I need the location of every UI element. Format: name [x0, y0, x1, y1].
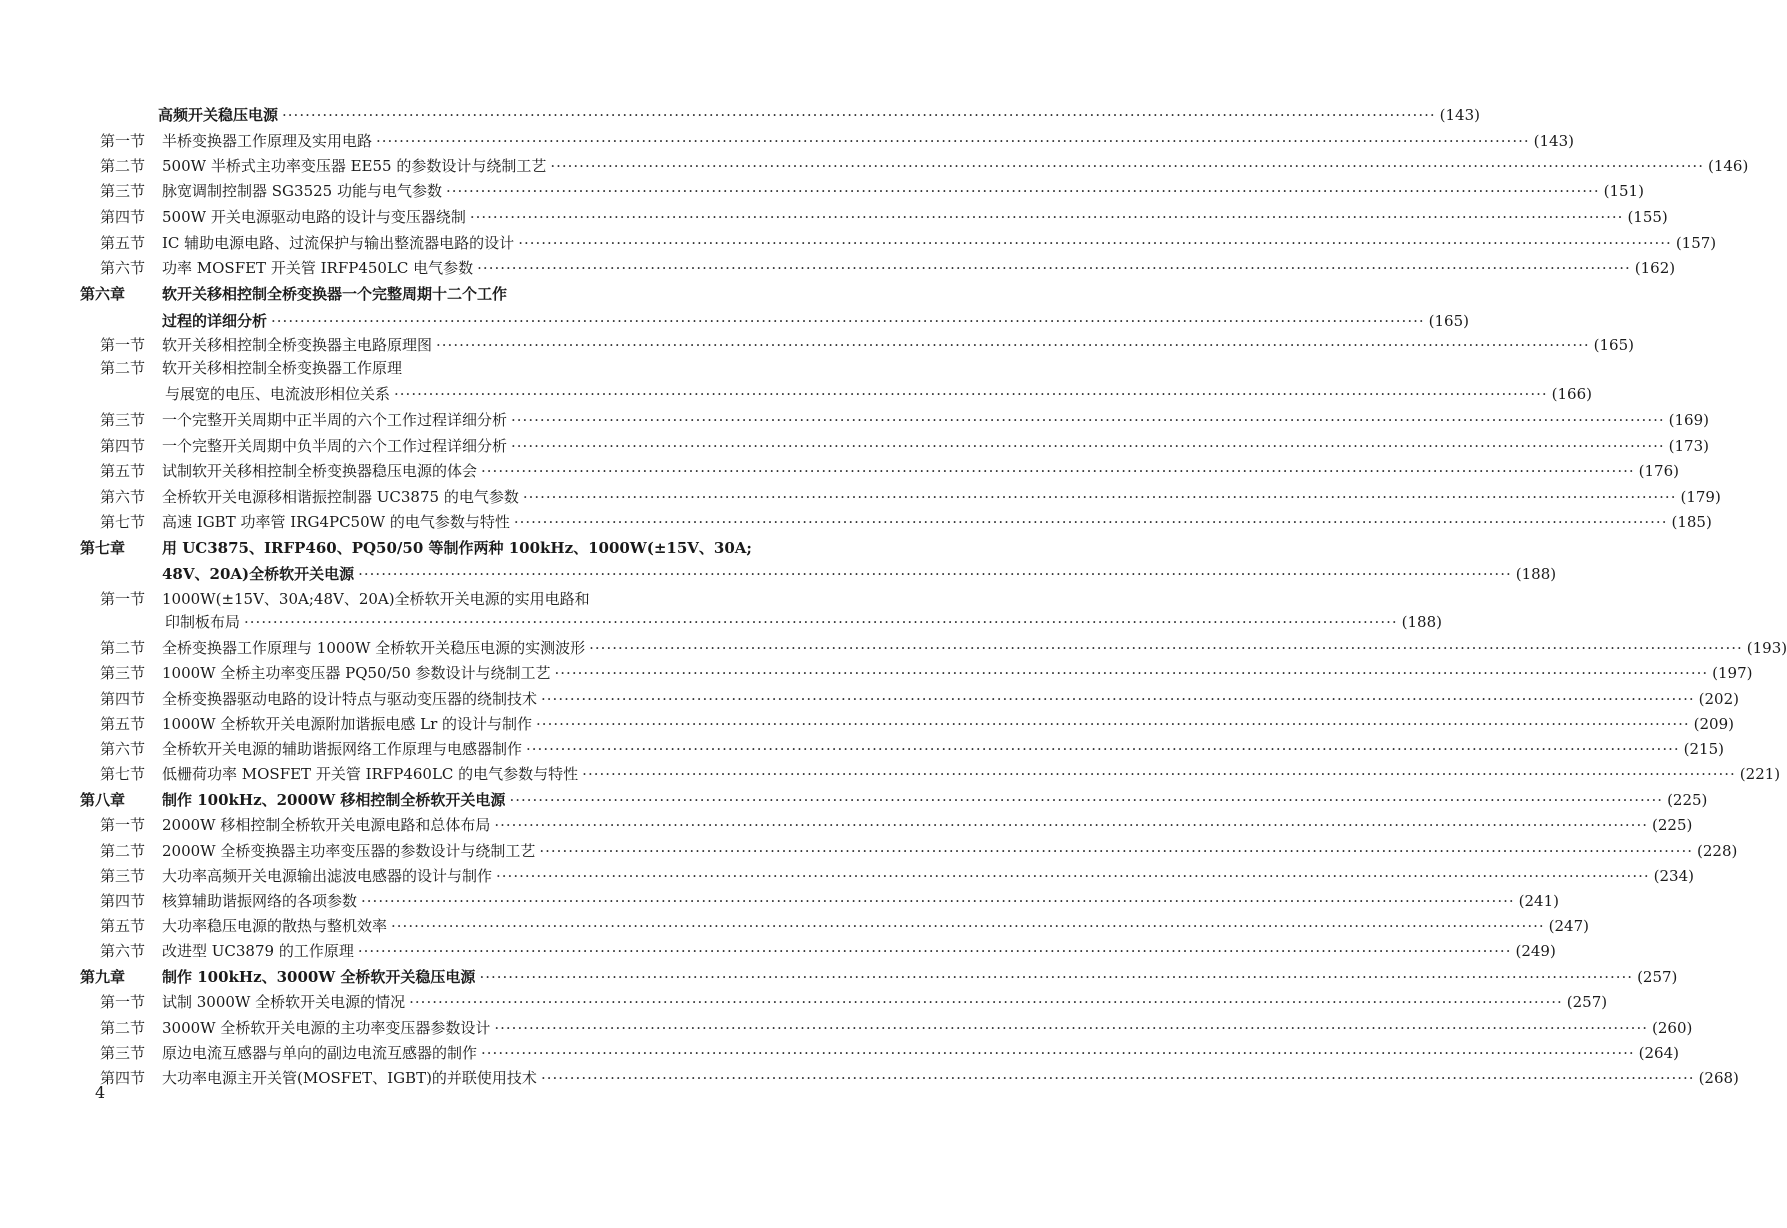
- entry-title: 制作 100kHz、3000W 全桥软开关稳压电源: [162, 968, 476, 986]
- section-number: 第二节: [100, 1019, 146, 1037]
- toc-entry[interactable]: [100, 638, 1787, 658]
- dot-leader: ········································································································································································································: [477, 259, 1631, 277]
- section-number: 第六节: [100, 488, 146, 506]
- entry-title: 过程的详细分析: [162, 312, 268, 330]
- entry-page-number: (173): [1668, 437, 1709, 455]
- toc-entry[interactable]: [100, 156, 1749, 176]
- entry-page-number: (193): [1746, 639, 1787, 657]
- entry-title: 全桥软开关电源移相谐振控制器 UC3875 的电气参数: [162, 488, 519, 506]
- entry-title: 原边电流互感器与单向的副边电流互感器的制作: [162, 1044, 478, 1062]
- dot-leader: ········································································································································································································: [494, 1019, 1648, 1037]
- dot-leader: ········································································································································································································: [357, 942, 1512, 960]
- toc-entry[interactable]: [100, 841, 1738, 861]
- toc-entry[interactable]: [100, 258, 1676, 278]
- dot-leader: ········································································································································································································: [282, 106, 1436, 124]
- chapter-number: 第九章: [80, 968, 126, 986]
- chapter-number: 第八章: [80, 791, 126, 809]
- toc-entry[interactable]: [100, 512, 1712, 532]
- section-number: 第一节: [100, 336, 146, 354]
- toc-entry[interactable]: [100, 335, 1634, 355]
- toc-entry[interactable]: [100, 358, 748, 378]
- toc-entry[interactable]: [100, 663, 1753, 683]
- dot-leader: ········································································································································································································: [376, 132, 1530, 150]
- section-number: 第一节: [100, 993, 146, 1011]
- entry-title: 3000W 全桥软开关电源的主功率变压器参数设计: [162, 1019, 491, 1037]
- entry-title: 1000W 全桥主功率变压器 PQ50/50 参数设计与绕制工艺: [162, 664, 551, 682]
- entry-page-number: (165): [1428, 312, 1469, 330]
- entry-page-number: (151): [1603, 182, 1644, 200]
- toc-entry[interactable]: [100, 941, 1556, 961]
- toc-chapter-entry[interactable]: [80, 538, 752, 558]
- entry-title: 制作 100kHz、2000W 移相控制全桥软开关电源: [162, 791, 506, 809]
- entry-title: 试制软开关移相控制全桥变换器稳压电源的体会: [162, 462, 478, 480]
- entry-page-number: (257): [1566, 993, 1608, 1011]
- section-number: 第七节: [100, 513, 146, 531]
- toc-entry[interactable]: [165, 384, 1592, 404]
- dot-leader: ········································································································································································································: [518, 234, 1672, 252]
- entry-title: 大功率稳压电源的散热与整机效率: [162, 917, 388, 935]
- entry-page-number: (249): [1515, 942, 1556, 960]
- entry-page-number: (188): [1401, 613, 1442, 631]
- toc-entry[interactable]: [100, 689, 1739, 709]
- toc-entry[interactable]: [100, 764, 1781, 784]
- section-number: 第五节: [100, 917, 146, 935]
- entry-title: 大功率高频开关电源输出滤波电感器的设计与制作: [162, 867, 493, 885]
- entry-page-number: (179): [1680, 488, 1721, 506]
- page-number: 4: [95, 1083, 106, 1102]
- entry-page-number: (188): [1515, 565, 1557, 583]
- entry-page-number: (146): [1707, 157, 1749, 175]
- dot-leader: ········································································································································································································: [445, 182, 1600, 200]
- entry-page-number: (165): [1593, 336, 1634, 354]
- entry-title: 一个完整开关周期中负半周的六个工作过程详细分析: [162, 437, 508, 455]
- entry-page-number: (234): [1653, 867, 1694, 885]
- entry-title: 大功率电源主开关管(MOSFET、IGBT)的并联使用技术: [162, 1069, 537, 1087]
- entry-page-number: (166): [1551, 385, 1592, 403]
- section-number: 第一节: [100, 132, 146, 150]
- dot-leader: ········································································································································································································: [496, 867, 1650, 885]
- entry-title: 核算辅助谐振网络的各项参数: [162, 892, 358, 910]
- dot-leader: ········································································································································································································: [513, 513, 1668, 531]
- entry-page-number: (176): [1638, 462, 1679, 480]
- entry-title: 全桥变换器驱动电路的设计特点与驱动变压器的绕制技术: [162, 690, 538, 708]
- toc-entry[interactable]: [165, 612, 1442, 632]
- section-number: 第五节: [100, 462, 146, 480]
- section-number: 第三节: [100, 867, 146, 885]
- section-number: 第二节: [100, 639, 146, 657]
- entry-page-number: (209): [1693, 715, 1734, 733]
- section-number: 第三节: [100, 1044, 146, 1062]
- entry-page-number: (260): [1652, 1019, 1693, 1037]
- dot-leader: ········································································································································································································: [244, 613, 1398, 631]
- entry-title: 用 UC3875、IRFP460、PQ50/50 等制作两种 100kHz、1000W(±15V、30A;: [162, 539, 752, 557]
- entry-title: IC 辅助电源电路、过流保护与输出整流器电路的设计: [162, 234, 515, 252]
- dot-leader: ········································································································································································································: [494, 816, 1648, 834]
- entry-page-number: (162): [1634, 259, 1676, 277]
- entry-page-number: (143): [1533, 132, 1574, 150]
- dot-leader: ········································································································································································································: [391, 917, 1545, 935]
- section-number: 第四节: [100, 1069, 146, 1087]
- dot-leader: ········································································································································································································: [361, 892, 1515, 910]
- entry-page-number: (225): [1667, 791, 1708, 809]
- toc-entry[interactable]: [100, 207, 1668, 227]
- dot-leader: ········································································································································································································: [540, 1069, 1695, 1087]
- entry-title: 全桥软开关电源的辅助谐振网络工作原理与电感器制作: [162, 740, 523, 758]
- entry-title: 与展宽的电压、电流波形相位关系: [165, 385, 391, 403]
- entry-title: 半桥变换器工作原理及实用电路: [162, 132, 373, 150]
- entry-title: 低栅荷功率 MOSFET 开关管 IRFP460LC 的电气参数与特性: [162, 765, 579, 783]
- entry-page-number: (221): [1739, 765, 1781, 783]
- toc-chapter-entry[interactable]: [80, 967, 1678, 987]
- toc-entry[interactable]: [100, 992, 1608, 1012]
- entry-page-number: (202): [1698, 690, 1739, 708]
- toc-entry[interactable]: [100, 866, 1694, 886]
- section-number: 第四节: [100, 892, 146, 910]
- entry-title: 500W 半桥式主功率变压器 EE55 的参数设计与绕制工艺: [162, 157, 547, 175]
- entry-page-number: (197): [1712, 664, 1753, 682]
- toc-entry[interactable]: [100, 891, 1559, 911]
- entry-title: 高速 IGBT 功率管 IRG4PC50W 的电气参数与特性: [162, 513, 510, 531]
- dot-leader: ········································································································································································································: [469, 208, 1624, 226]
- dot-leader: ········································································································································································································: [481, 462, 1635, 480]
- section-number: 第五节: [100, 715, 146, 733]
- toc-chapter-entry[interactable]: [80, 790, 1708, 810]
- entry-page-number: (241): [1518, 892, 1559, 910]
- toc-entry[interactable]: [100, 461, 1679, 481]
- chapter-number: 第七章: [80, 539, 126, 557]
- toc-chapter-entry[interactable]: [80, 284, 748, 304]
- dot-leader: ········································································································································································································: [479, 968, 1634, 986]
- dot-leader: ········································································································································································································: [358, 565, 1512, 583]
- entry-title: 脉宽调制控制器 SG3525 功能与电气参数: [162, 182, 442, 200]
- section-number: 第六节: [100, 740, 146, 758]
- toc-entry[interactable]: [100, 1018, 1693, 1038]
- section-number: 第三节: [100, 664, 146, 682]
- toc-entry[interactable]: [100, 131, 1574, 151]
- entry-title: 全桥变换器工作原理与 1000W 全桥软开关稳压电源的实测波形: [162, 639, 586, 657]
- entry-title: 软开关移相控制全桥变换器工作原理: [162, 359, 403, 377]
- entry-page-number: (157): [1675, 234, 1717, 252]
- entry-title: 1000W(±15V、30A;48V、20A)全桥软开关电源的实用电路和: [162, 590, 590, 608]
- section-number: 第七节: [100, 765, 146, 783]
- toc-entry[interactable]: [100, 436, 1709, 456]
- toc-entry[interactable]: [100, 487, 1721, 507]
- toc-entry[interactable]: [100, 739, 1724, 759]
- dot-leader: ········································································································································································································: [511, 437, 1665, 455]
- dot-leader: ········································································································································································································: [536, 715, 1690, 733]
- dot-leader: ········································································································································································································: [554, 664, 1709, 682]
- dot-leader: ········································································································································································································: [509, 791, 1664, 809]
- toc-entry[interactable]: [158, 105, 1480, 125]
- entry-title: 500W 开关电源驱动电路的设计与变压器绕制: [162, 208, 466, 226]
- dot-leader: ········································································································································································································: [522, 488, 1677, 506]
- section-number: 第二节: [100, 157, 146, 175]
- toc-entry[interactable]: [100, 1043, 1679, 1063]
- dot-leader: ········································································································································································································: [481, 1044, 1635, 1062]
- entry-title: 软开关移相控制全桥变换器一个完整周期十二个工作: [162, 285, 508, 303]
- entry-page-number: (225): [1652, 816, 1693, 834]
- entry-page-number: (185): [1671, 513, 1712, 531]
- toc-entry[interactable]: [100, 410, 1709, 430]
- section-number: 第二节: [100, 359, 146, 377]
- entry-title: 一个完整开关周期中正半周的六个工作过程详细分析: [162, 411, 508, 429]
- section-number: 第六节: [100, 259, 146, 277]
- toc-entry[interactable]: [100, 589, 748, 609]
- dot-leader: ········································································································································································································: [436, 336, 1590, 354]
- entry-title: 软开关移相控制全桥变换器主电路原理图: [162, 336, 433, 354]
- dot-leader: ········································································································································································································: [394, 385, 1548, 403]
- entry-page-number: (257): [1637, 968, 1678, 986]
- dot-leader: ········································································································································································································: [271, 312, 1425, 330]
- entry-title: 试制 3000W 全桥软开关电源的情况: [162, 993, 406, 1011]
- section-number: 第四节: [100, 437, 146, 455]
- entry-title: 高频开关稳压电源: [158, 106, 279, 124]
- entry-title: 印制板布局: [165, 613, 241, 631]
- entry-title: 1000W 全桥软开关电源附加谐振电感 Lr 的设计与制作: [162, 715, 533, 733]
- entry-title: 2000W 移相控制全桥软开关电源电路和总体布局: [162, 816, 491, 834]
- chapter-number: 第六章: [80, 285, 126, 303]
- toc-entry[interactable]: [162, 564, 1557, 584]
- entry-page-number: (268): [1698, 1069, 1739, 1087]
- section-number: 第三节: [100, 411, 146, 429]
- section-number: 第四节: [100, 208, 146, 226]
- entry-title: 48V、20A)全桥软开关电源: [162, 565, 355, 583]
- section-number: 第一节: [100, 816, 146, 834]
- dot-leader: ········································································································································································································: [550, 157, 1704, 175]
- toc-entry[interactable]: [100, 714, 1734, 734]
- section-number: 第六节: [100, 942, 146, 960]
- entry-page-number: (169): [1668, 411, 1709, 429]
- toc-entry[interactable]: [162, 311, 1469, 331]
- dot-leader: ········································································································································································································: [511, 411, 1665, 429]
- entry-title: 改进型 UC3879 的工作原理: [162, 942, 354, 960]
- dot-leader: ········································································································································································································: [526, 740, 1680, 758]
- section-number: 第二节: [100, 842, 146, 860]
- toc-entry[interactable]: [100, 233, 1717, 253]
- section-number: 第三节: [100, 182, 146, 200]
- entry-page-number: (143): [1439, 106, 1480, 124]
- entry-page-number: (228): [1697, 842, 1738, 860]
- toc-entry[interactable]: [100, 815, 1693, 835]
- dot-leader: ········································································································································································································: [541, 690, 1695, 708]
- section-number: 第四节: [100, 690, 146, 708]
- toc-entry[interactable]: [100, 181, 1644, 201]
- dot-leader: ········································································································································································································: [582, 765, 1736, 783]
- entry-page-number: (247): [1548, 917, 1589, 935]
- entry-title: 功率 MOSFET 开关管 IRFP450LC 电气参数: [162, 259, 474, 277]
- toc-entry[interactable]: [100, 916, 1589, 936]
- entry-page-number: (264): [1638, 1044, 1679, 1062]
- dot-leader: ········································································································································································································: [539, 842, 1693, 860]
- entry-page-number: (215): [1683, 740, 1724, 758]
- toc-entry[interactable]: [100, 1068, 1739, 1088]
- dot-leader: ········································································································································································································: [589, 639, 1743, 657]
- section-number: 第五节: [100, 234, 146, 252]
- entry-title: 2000W 全桥变换器主功率变压器的参数设计与绕制工艺: [162, 842, 536, 860]
- entry-page-number: (155): [1627, 208, 1668, 226]
- section-number: 第一节: [100, 590, 146, 608]
- dot-leader: ········································································································································································································: [409, 993, 1563, 1011]
